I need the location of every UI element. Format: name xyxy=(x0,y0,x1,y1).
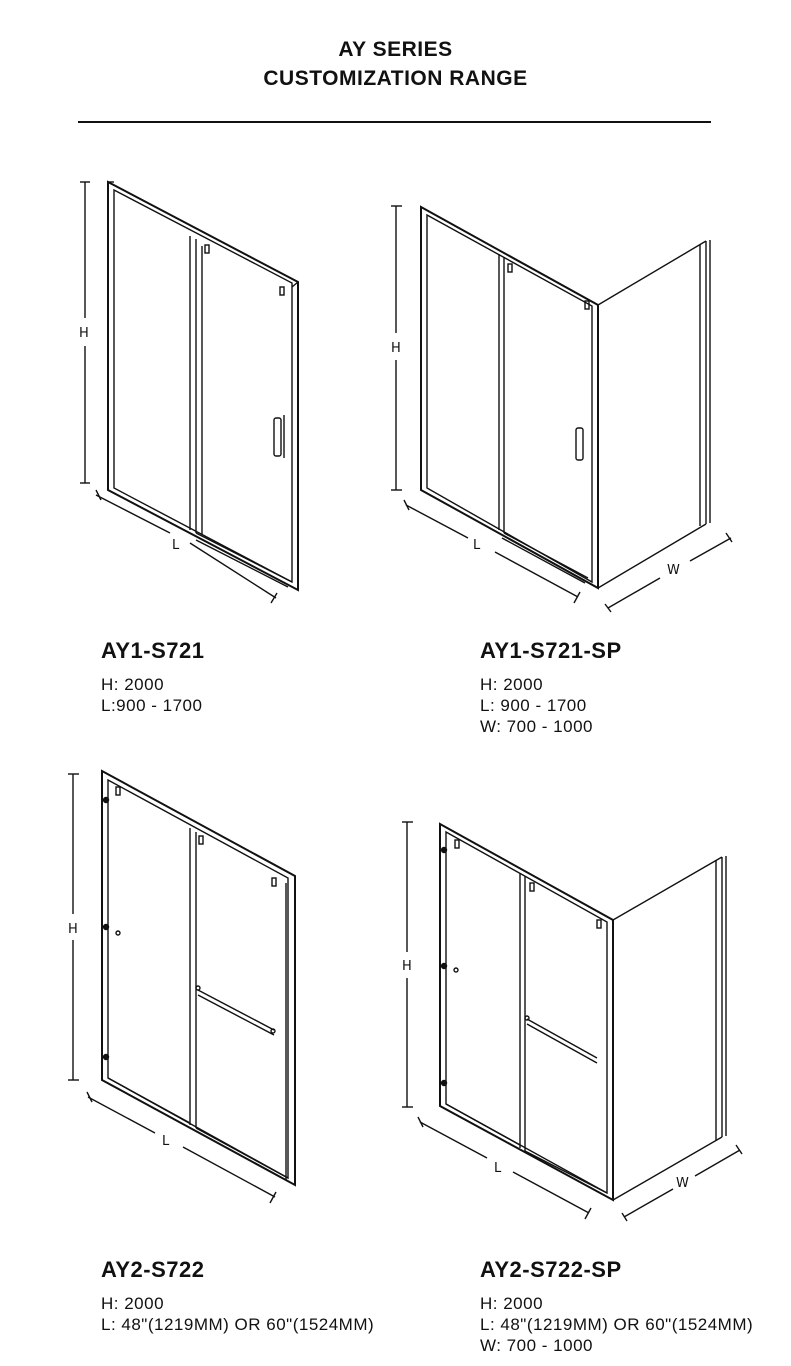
spec-list xyxy=(480,1293,753,1356)
h-label: H xyxy=(402,959,412,974)
spec-height: H: 2000 xyxy=(480,675,544,694)
h-label: H xyxy=(68,922,78,937)
model-name: AY1-S721-SP xyxy=(480,638,622,663)
spec-length: L:900 - 1700 xyxy=(101,696,203,715)
spec-list xyxy=(101,674,202,716)
spec-width: W: 700 - 1000 xyxy=(480,717,593,736)
spec-length: L: 48"(1219MM) OR 60"(1524MM) xyxy=(101,1315,375,1334)
spec-list xyxy=(101,1293,374,1335)
model-name: AY2-S722-SP xyxy=(480,1257,622,1282)
l-label: L xyxy=(494,1161,502,1176)
title-divider xyxy=(78,121,711,123)
l-label: L xyxy=(172,538,180,553)
model-name: AY2-S722 xyxy=(101,1257,205,1282)
page-title-line2: CUSTOMIZATION RANGE xyxy=(263,67,528,90)
h-label: H xyxy=(79,326,89,341)
spec-height: H: 2000 xyxy=(101,1294,165,1313)
l-label: L xyxy=(162,1134,170,1149)
l-label: L xyxy=(473,538,481,553)
spec-height: H: 2000 xyxy=(101,675,165,694)
spec-width: W: 700 - 1000 xyxy=(480,1336,593,1355)
spec-height: H: 2000 xyxy=(480,1294,544,1313)
h-label: H xyxy=(391,341,401,356)
spec-length: L: 48"(1219MM) OR 60"(1524MM) xyxy=(480,1315,754,1334)
page-title-line1: AY SERIES xyxy=(338,38,453,61)
spec-length: L: 900 - 1700 xyxy=(480,696,587,715)
model-name: AY1-S721 xyxy=(101,638,205,663)
w-label: W xyxy=(676,1176,689,1191)
spec-list xyxy=(480,674,593,737)
w-label: W xyxy=(667,563,680,578)
